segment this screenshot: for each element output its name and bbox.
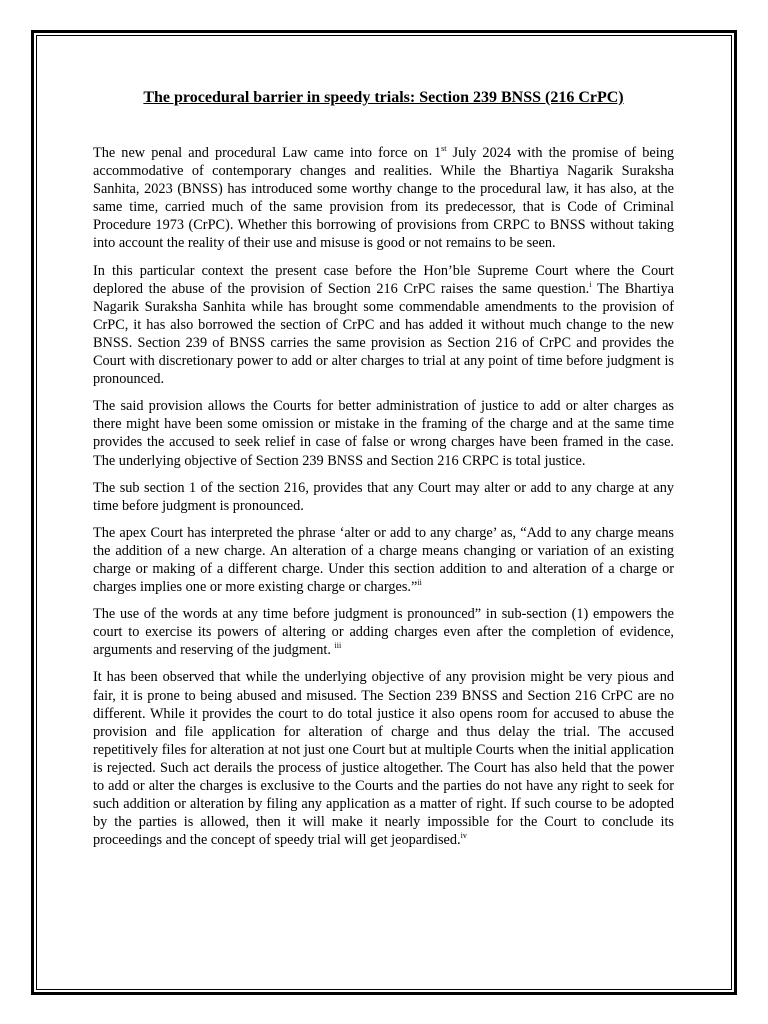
endnote-ref-iii: iii	[334, 641, 342, 651]
paragraph-5	[93, 524, 674, 596]
paragraph-7-text: It has been observed that while the underlying objective of any provision might be very pious and fair, it is prone to being abused and misused. The Section 239 BNSS and Section 216 CrPC are no different. While it provides the court to do total justice it also opens room for accused to abuse the provision and file application for alteration of charge and thus delay the trial. The accused repetitively files for alteration at not just one Court but at multiple Courts when the initial application is rejected. Such act derails the process of justice altogether. The Court has also held that the power to add or alter the charges is exclusive to the Courts and the parties do not have any right to seek for such addition or alteration by filing any application as a matter of right. If such course to be adopted by the parties is allowed, then it will make it nearly impossible for the Court to conclude its proceedings and the concept of speedy trial will get jeopardised.	[93, 669, 674, 849]
paragraph-2-text-a: In this particular context the present case before the Hon’ble Supreme Court where the Court deplored the abuse of the provision of Section 216 CrPC raises the same question.	[93, 262, 674, 297]
paragraph-1-text-a: The new penal and procedural Law came into force on 1	[93, 145, 442, 161]
paragraph-2	[93, 262, 674, 389]
paragraph-6-text: The use of the words at any time before judgment is pronounced” in sub-section (1) empowers the court to exercise its powers of altering or adding charges even after the completion of evidence, arguments and reserving of the judgment.	[93, 606, 674, 659]
document-title: The procedural barrier in speedy trials: Section 239 BNSS (216 CrPC)	[143, 89, 624, 106]
paragraph-1-text-b: July 2024 with the promise of being accommodative of contemporary changes and realities. While the Bhartiya Nagarik Suraksha Sanhita, 2023 (BNSS) has introduced some worthy change to the procedural law, it has also, at the same time, carried much of the same provision from its predecessor, that is Code of Criminal Procedure 1973 (CrPC). Whether this borrowing of provisions from CRPC to BNSS without taking into account the reality of their use and misuse is good or not remains to be seen.	[93, 145, 675, 252]
ordinal-superscript: st	[441, 144, 447, 154]
paragraph-6	[93, 605, 674, 659]
endnote-ref-iv: iv	[460, 831, 467, 841]
paragraph-7	[93, 668, 674, 849]
paragraph-1	[93, 144, 674, 253]
endnote-ref-i: i	[589, 279, 592, 289]
paragraph-5-text: The apex Court has interpreted the phrase ‘alter or add to any charge’ as, “Add to any charge means the addition of a new charge. An alteration of a charge means changing or variation of an existing charge or making of a different charge. Under this section addition to and alteration of a charge or charges implies one or more existing charge or charges.”	[93, 524, 674, 596]
document-body	[93, 88, 674, 858]
paragraph-4: The sub section 1 of the section 216, provides that any Court may alter or add to any charge at any time before judgment is pronounced.	[93, 479, 674, 514]
paragraph-3: The said provision allows the Courts for better administration of justice to add or alter charges as there might have been some omission or mistake in the framing of the charge and at the same time provides the accused to seek relief in case of false or wrong charges have been framed in the case. The underlying objective of Section 239 BNSS and Section 216 CRPC is total justice.	[93, 398, 674, 469]
paragraph-2-text-b: The Bhartiya Nagarik Suraksha Sanhita while has brought some commendable amendments to the provision of CrPC, it has also borrowed the section of CrPC and has added it without much change to the new BNSS. Section 239 of BNSS carries the same provision as Section 216 of CrPC and provides the Court with discretionary power to add or alter charges to trial at any point of time before judgment is pronounced.	[93, 280, 674, 388]
endnote-ref-ii: ii	[417, 578, 422, 588]
